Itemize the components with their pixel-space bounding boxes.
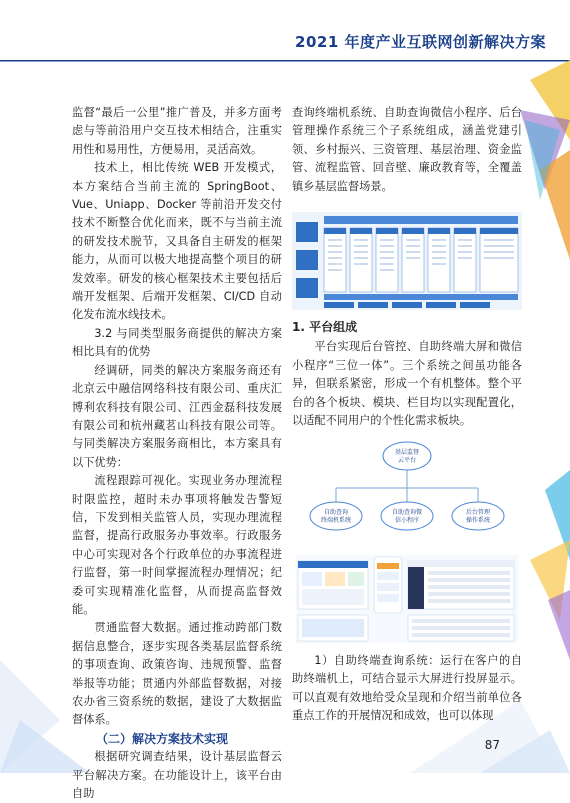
section-heading-2: （二）解决方案技术实现: [96, 731, 229, 746]
paragraph: 流程跟踪可视化。实现业务办理流程时限监控，超时未办事项将触发告警短信，下发到相关监管人员，实现办理流程监督，提高行政服务办事效率。行政服务中心可实现对各个行政单位的办事流程进行监督，第一时间掌握流程办理情况；纪委可实现精准化监督，从而提高监督效能。: [72, 474, 282, 616]
paragraph: 技术上，相比传统 WEB 开发模式，本方案结合当前主流的 SpringBoot、Vue、Uniapp、Docker 等前沿开发交付技术不断整合优化而来，既不与当前主流的研发技术脱节，又具备自主研发的框架能力，从而可以极大地提高整个项目的研发效率。研发的核心框架技术主要包括后端开发框架、后端开发框架、CI/CD 自动化发布流水线技术。: [72, 161, 282, 322]
flow-node-root: [383, 442, 431, 470]
platform-structure-diagram: [300, 440, 515, 550]
flow-node-miniprogram-label: 自助查询微: [391, 509, 423, 516]
paragraph: 经调研，同类的解决方案服务商还有北京云中融信网络科技有限公司、重庆汇博利农科技有限公司、江西金磊科技发展有限公司和杭州藏茗山科技有限公司等。与同类解决方案服务商相比，本方案具有以下优势：: [72, 363, 282, 469]
paragraph: 贯通监督大数据。通过推动跨部门数据信息整合，逐步实现各类基层监督系统的事项查询、政策咨询、违规预警、监督举报等功能；贯通内外部监督数据，对接农办省三资系统的数据，建设了大数据监督体系。: [72, 621, 282, 727]
paragraph: 1）自助终端查询系统：运行在客户的自助终端机上，可结合显示大屏进行投屏显示。可以直观有效地给受众呈现和介绍当前单位各重点工作的开展情况和成效，也可以体现: [292, 654, 522, 723]
system-screenshots-image: [296, 555, 518, 643]
right-column-top: [292, 104, 522, 196]
flow-node-terminal-label: 终端机系统: [320, 517, 352, 524]
right-column-middle: [292, 318, 522, 430]
flow-node-miniprogram: [381, 502, 433, 530]
flow-node-root-label: 基层监督: [394, 449, 420, 456]
paragraph: 查询终端机系统、自助查询微信小程序、后台管理操作系统三个子系统组成，涵盖党建引领、乡村振兴、三资管理、基层治理、资金监管、流程监管、回音壁、廉政教育等，全覆盖镇乡基层监督场景。: [292, 106, 522, 193]
paragraph: 监督“最后一公里”推广普及，并多方面考虑与等前沿用户交互技术相结合，注重实用性和易用性，方便易用，灵活高效。: [72, 106, 282, 156]
paragraph: 根据研究调查结果，设计基层监督云平台解决方案。在功能设计上，该平台由自助: [72, 750, 282, 801]
section-heading-3-2: 3.2 与同类型服务商提供的解决方案相比具有的优势: [72, 326, 282, 359]
flow-node-terminal-label: 自助查询: [323, 509, 349, 516]
flow-node-root-label: 云平台: [397, 457, 417, 464]
section-heading-1: 1. 平台组成: [292, 320, 358, 334]
flow-node-miniprogram-label: 信小程序: [394, 517, 420, 524]
flow-node-terminal: [310, 502, 362, 530]
flow-node-admin-label: 后台管理: [465, 509, 491, 516]
paragraph: 平台实现后台管控、自助终端大屏和微信小程序“三位一体”。三个系统之间虽功能各异，但联系紧密，形成一个有机整体。整个平台的各个板块、模块、栏目均以实现配置化，以适配不同用户的个性化需求板块。: [292, 340, 522, 428]
flow-node-admin-label: 操作系统: [465, 517, 491, 524]
architecture-diagram-image: [292, 212, 522, 310]
page-number: 87: [484, 738, 500, 752]
page-header-title: 2021 年度产业互联网创新解决方案: [295, 33, 546, 51]
flow-node-admin: [452, 502, 504, 530]
left-column: [72, 104, 282, 803]
right-column-bottom: [292, 652, 522, 726]
